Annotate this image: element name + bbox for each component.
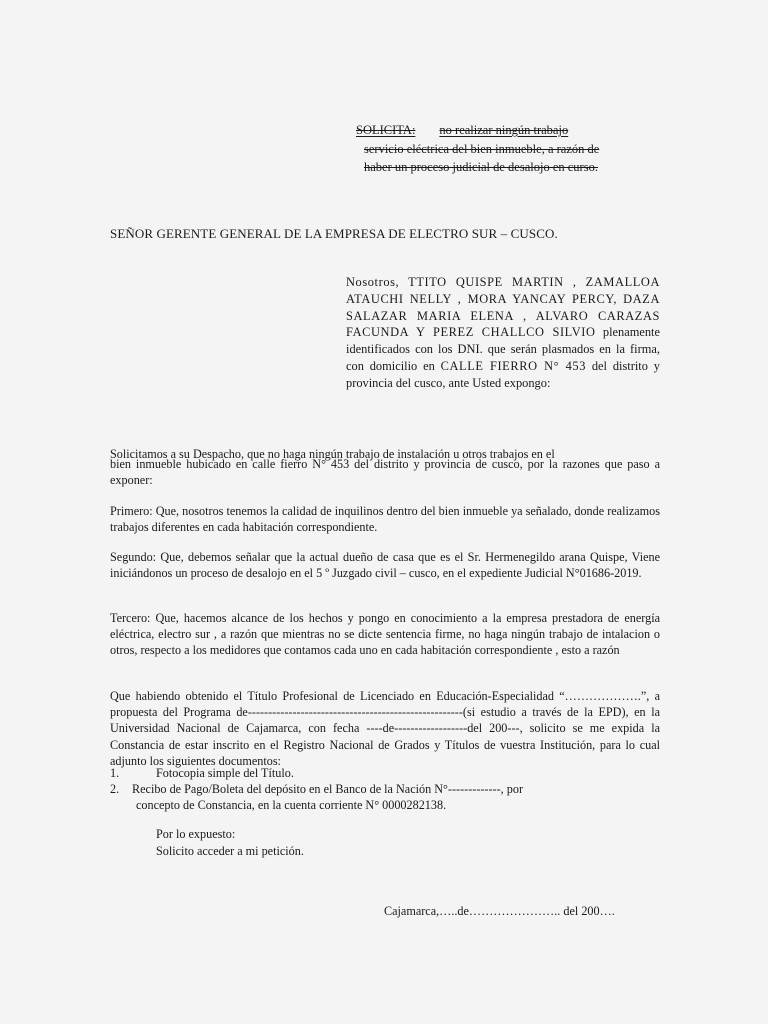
date-line: Cajamarca,…..de………………….. del 200…. [384, 904, 615, 918]
list-item [110, 781, 660, 797]
intro-names: Nosotros, TTITO QUISPE MARTIN , ZAMALLOA ATAUCHI NELLY , MORA YANCAY PERCY, DAZA SALAZAR MARIA ELENA , ALVARO CARAZAS FACUNDA Y PEREZ CHALLCO SILVIO [346, 275, 660, 340]
list-item-number: 2. [110, 782, 120, 796]
intro-tail: del distrito y provincia del cusco, ante Usted expongo: [346, 358, 660, 390]
intro-paragraph [346, 274, 660, 392]
solicita-line-1 [356, 121, 660, 140]
solicita-line-2: servicio eléctrica del bien inmueble, a razón de [364, 141, 600, 156]
solicit-rest: bien inmueble hubicado en calle fierro N° 453 del distrito y provincia de cusco, por la razones que paso a exponer: [110, 457, 660, 487]
solicita-text-1: no realizar ningún trabajo [439, 123, 569, 137]
closing-line-1: Por lo expuesto: [156, 827, 236, 841]
addressee: SEÑOR GERENTE GENERAL DE LA EMPRESA DE ELECTRO SUR – CUSCO. [110, 226, 558, 241]
list-item-continuation: concepto de Constancia, en la cuenta corriente N° 0000282138. [136, 798, 447, 812]
intro-rest: plenamente identificados con los DNI. que serán plasmados en la firma, con domicilio en [346, 325, 660, 373]
list-item-text: Recibo de Pago/Boleta del depósito en el Banco de la Nación N°-------------, por [132, 782, 524, 796]
paragraph-que-habiendo: Que habiendo obtenido el Título Profesional de Licenciado en Educación-Especialidad “……………….”, a propuesta del Programa de-----------------------------------------------------(si estudio a través de la EPD), en la Universidad Nacional de Cajamarca, con fecha ----de------------------del 200---, solicito se me expida la Constancia de estar inscrito en el Registro Nacional de Grados y Títulos de vuestra Institución, para lo cual adjunto los siguientes documentos: [110, 689, 660, 768]
paragraph-primero: Primero: Que, nosotros tenemos la calidad de inquilinos dentro del bien inmueble ya señalado, donde realizamos trabajos diferentes en cada habitación correspondiente. [110, 504, 660, 534]
solicita-label: SOLICITA: [356, 123, 416, 137]
closing-line-2: Solicito acceder a mi petición. [156, 844, 304, 858]
list-item-text: Fotocopia simple del Título. [156, 766, 294, 780]
solicita-line-3: haber un proceso judicial de desalojo en curso. [364, 160, 598, 174]
closing-block [156, 826, 304, 860]
solicita-block [356, 121, 660, 177]
paragraph-solicit [110, 446, 660, 488]
documents-list [110, 765, 660, 813]
list-item [110, 765, 660, 781]
list-item-number: 1. [110, 766, 120, 780]
paragraph-segundo: Segundo: Que, debemos señalar que la actual dueño de casa que es el Sr. Hermenegildo arana Quispe, Viene iniciándonos un proceso de desalojo en el 5 º Juzgado civil – cusco, en el expediente Judicial N°01686-2019. [110, 550, 660, 580]
solicit-line-1: Solicitamos a su Despacho, que no haga ningún trabajo de instalación u otros trabajos en el [110, 447, 555, 461]
intro-address: CALLE FIERRO N° 453 [440, 358, 587, 373]
paragraph-tercero: Tercero: Que, hacemos alcance de los hechos y pongo en conocimiento a la empresa prestadora de energía eléctrica, electro sur , a razón que mientras no se dicte sentencia firme, no haga ningún trabajo de intalacion o otros, respecto a los medidores que contamos cada uno en cada habitación correspondiente , esto a razón [110, 611, 660, 657]
